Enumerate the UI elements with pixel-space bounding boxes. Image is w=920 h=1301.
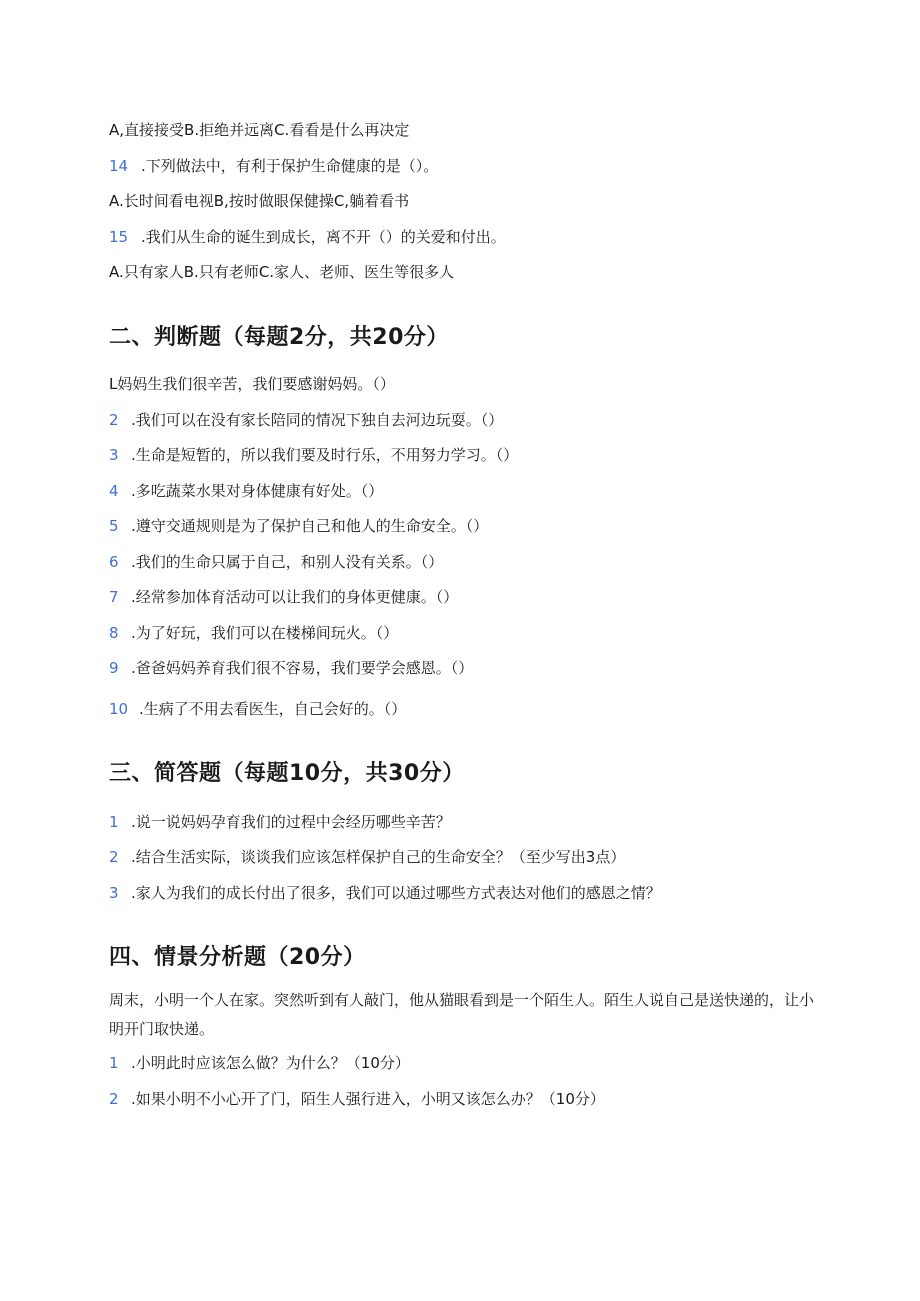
question-number: 8 xyxy=(109,624,119,642)
question-text: .我们可以在没有家长陪同的情况下独自去河边玩耍。（） xyxy=(131,411,504,429)
q14-options: A.长时间看电视B,按时做眼保健操C,躺着看书 xyxy=(109,192,410,210)
question-text: .下列做法中，有利于保护生命健康的是（）。 xyxy=(141,157,439,175)
question-text: .说一说妈妈孕育我们的过程中会经历哪些辛苦？ xyxy=(131,813,451,831)
section-heading-true-false: 二、判断题（每题2分，共20分） xyxy=(109,325,449,350)
sa-item-3 xyxy=(109,883,661,903)
question-number: 2 xyxy=(109,848,119,866)
tf-item-1 xyxy=(109,374,395,394)
question-text: .家人为我们的成长付出了很多，我们可以通过哪些方式表达对他们的感恩之情？ xyxy=(131,884,661,902)
section-heading-short-answer: 三、简答题（每题10分，共30分） xyxy=(109,761,465,786)
question-text: .多吃蔬菜水果对身体健康有好处。（） xyxy=(131,482,384,500)
question-text: .为了好玩，我们可以在楼梯间玩火。（） xyxy=(131,624,399,642)
question-number: 6 xyxy=(109,553,119,571)
question-number: 3 xyxy=(109,884,119,902)
question-number: 9 xyxy=(109,659,119,677)
section-heading-scenario: 四、情景分析题（20分） xyxy=(109,945,366,970)
question-number: 2 xyxy=(109,1090,119,1108)
question-number: 15 xyxy=(109,228,129,246)
question-text: .如果小明不小心开了门，陌生人强行进入，小明又该怎么办？（10分） xyxy=(131,1090,605,1108)
question-14 xyxy=(109,156,438,176)
question-text: L妈妈生我们很辛苦，我们要感谢妈妈。（） xyxy=(109,375,395,393)
tf-item-10 xyxy=(109,699,406,719)
question-number: 10 xyxy=(109,700,129,718)
question-text: .经常参加体育活动可以让我们的身体更健康。（） xyxy=(131,588,459,606)
q13-options: A,直接接受B.拒绝并远离C.看看是什么再决定 xyxy=(109,121,410,139)
question-text: .我们的生命只属于自己，和别人没有关系。（） xyxy=(131,553,444,571)
question-number: 1 xyxy=(109,813,119,831)
question-number: 1 xyxy=(109,1054,119,1072)
question-text: .生命是短暂的，所以我们要及时行乐，不用努力学习。（） xyxy=(131,446,519,464)
tf-item-4 xyxy=(109,481,383,501)
question-number: 14 xyxy=(109,157,129,175)
tf-item-7 xyxy=(109,587,458,607)
sa-item-2 xyxy=(109,847,625,867)
tf-item-3 xyxy=(109,445,518,465)
question-number: 4 xyxy=(109,482,119,500)
question-text: .小明此时应该怎么做？为什么？（10分） xyxy=(131,1054,410,1072)
scenario-text: 周末，小明一个人在家。突然听到有人敲门，他从猫眼看到是一个陌生人。陌生人说自己是送快递的，让小明开门取快递。 xyxy=(109,991,815,1038)
tf-item-8 xyxy=(109,623,398,643)
sa-item-1 xyxy=(109,812,451,832)
question-text: .生病了不用去看医生，自己会好的。（） xyxy=(139,700,407,718)
question-15 xyxy=(109,227,506,247)
tf-item-9 xyxy=(109,658,473,678)
question-number: 3 xyxy=(109,446,119,464)
question-text: .爸爸妈妈养育我们很不容易，我们要学会感恩。（） xyxy=(131,659,474,677)
tf-item-2 xyxy=(109,410,503,430)
question-number: 2 xyxy=(109,411,119,429)
question-text: .结合生活实际，谈谈我们应该怎样保护自己的生命安全？（至少写出3点） xyxy=(131,848,626,866)
tf-item-6 xyxy=(109,552,443,572)
question-text: .我们从生命的诞生到成长，离不开（）的关爱和付出。 xyxy=(141,228,506,246)
q15-options: A.只有家人B.只有老师C.家人、老师、医生等很多人 xyxy=(109,263,455,281)
question-number: 5 xyxy=(109,517,119,535)
scenario-item-1 xyxy=(109,1053,410,1073)
scenario-item-2 xyxy=(109,1089,605,1109)
question-text: .遵守交通规则是为了保护自己和他人的生命安全。（） xyxy=(131,517,489,535)
tf-item-5 xyxy=(109,516,488,536)
question-number: 7 xyxy=(109,588,119,606)
